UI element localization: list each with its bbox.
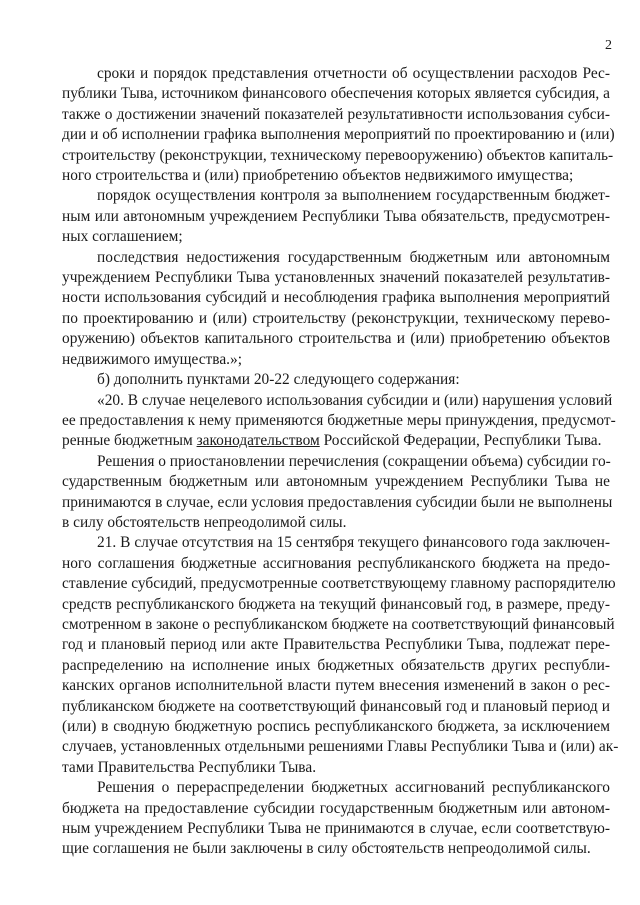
paragraph <box>62 391 616 452</box>
page-number: 2 <box>605 38 612 53</box>
text-line: сроки и порядок представления отчетности об осуществлении расходов Рес- <box>97 65 610 82</box>
text-line: публики Тыва, источником финансового обеспечения которых является субсидия, а <box>62 85 610 103</box>
paragraph <box>62 186 610 247</box>
text-line: порядок осуществления контроля за выполнением государственным бюджет- <box>97 187 610 205</box>
text-line: Решения о приостановлении перечисления (сокращении объема) субсидии го- <box>97 452 611 470</box>
text-line: строительству (реконструкции, техническому перевооружению) объектов капиталь- <box>62 146 614 164</box>
text-line: публиканском бюджете на соответствующий финансовый год и плановый период и <box>62 697 610 715</box>
text-line: последствия недостижения государственным бюджетным или автономным <box>97 248 610 266</box>
paragraph <box>62 778 610 860</box>
document-body <box>62 64 619 860</box>
text-line: (или) в сводную бюджетную роспись республиканского бюджета, за исключением <box>62 718 610 735</box>
text-line: распределению на исполнение иных бюджетных обязательств других республи- <box>62 656 610 674</box>
text-line: «20. В случае нецелевого использования субсидии и (или) нарушения условий <box>97 391 613 409</box>
text-line: сударственным бюджетным или автономным учреждением Республики Тыва не <box>62 473 610 491</box>
text-run: ренные бюджетным <box>62 432 197 450</box>
text-line: недвижимого имущества.»; <box>62 350 242 368</box>
text-line: по проектированию и (или) строительству (реконструкции, техническому перево- <box>62 309 610 327</box>
text-line: 21. В случае отсутствия на 15 сентября текущего финансового года заключен- <box>97 534 610 552</box>
text-line: ного соглашения бюджетные ассигнования республиканского бюджета на предо- <box>62 554 610 572</box>
text-line: год и плановый период или акте Правительства Республики Тыва, подлежат пере- <box>62 636 610 654</box>
paragraph <box>62 248 610 370</box>
text-line: ного строительства и (или) приобретению объектов недвижимого имущества; <box>62 167 574 185</box>
paragraph <box>62 370 610 390</box>
text-line: учреждением Республики Тыва установленных значений показателей результатив- <box>62 269 610 287</box>
text-line: канских органов исполнительной власти путем внесения изменений в закон о рес- <box>62 677 610 695</box>
text-line: дии и об исполнении графика выполнения мероприятий по проектированию и (или) <box>62 126 615 144</box>
text-line: оружению) объектов капитального строительства и (или) приобретению объектов <box>62 330 610 348</box>
text-line: ее предоставления к нему применяются бюджетные меры принуждения, предусмот- <box>62 411 616 429</box>
text-line: ности использования субсидий и несоблюдения графика выполнения мероприятий <box>62 289 610 307</box>
text-line: ным учреждением Республики Тыва не принимаются в случае, если соответствую- <box>62 820 610 838</box>
text-line: ставление субсидий, предусмотренные соответствующему главному распорядителю <box>62 575 616 593</box>
text-line: смотренном в законе о республиканском бюджете на соответствующий финансовый <box>62 615 615 633</box>
text-line: б) дополнить пунктами 20-22 следующего содержания: <box>97 371 460 389</box>
paragraph <box>62 64 615 186</box>
text-line <box>62 431 610 451</box>
text-line: щие соглашения не были заключены в силу обстоятельств непреодолимой силы. <box>62 840 591 858</box>
text-line: принимаются в случае, если условия предоставления субсидии были не выполнены <box>62 493 613 511</box>
paragraph <box>62 533 619 778</box>
text-line: Решения о перераспределении бюджетных ассигнований республиканского <box>97 779 610 797</box>
legislation-link[interactable]: законодательством <box>196 432 320 450</box>
text-line: тами Правительства Республики Тыва. <box>62 758 317 776</box>
text-run: Российской Федерации, Республики Тыва. <box>319 432 602 450</box>
text-line: средств республиканского бюджета на текущий финансовый год, в размере, преду- <box>62 595 610 613</box>
text-line: бюджета на предоставление субсидии государственным бюджетным или автоном- <box>62 799 610 817</box>
text-line: ных соглашением; <box>62 228 183 246</box>
paragraph <box>62 452 613 534</box>
text-line: в силу обстоятельств непреодолимой силы. <box>62 513 347 531</box>
text-line: случаев, установленных отдельными решениями Главы Республики Тыва и (или) ак- <box>62 738 619 756</box>
text-line: ным или автономным учреждением Республики Тыва обязательств, предусмотрен- <box>62 207 610 225</box>
text-line: также о достижении значений показателей результативности использования субси- <box>62 105 610 123</box>
